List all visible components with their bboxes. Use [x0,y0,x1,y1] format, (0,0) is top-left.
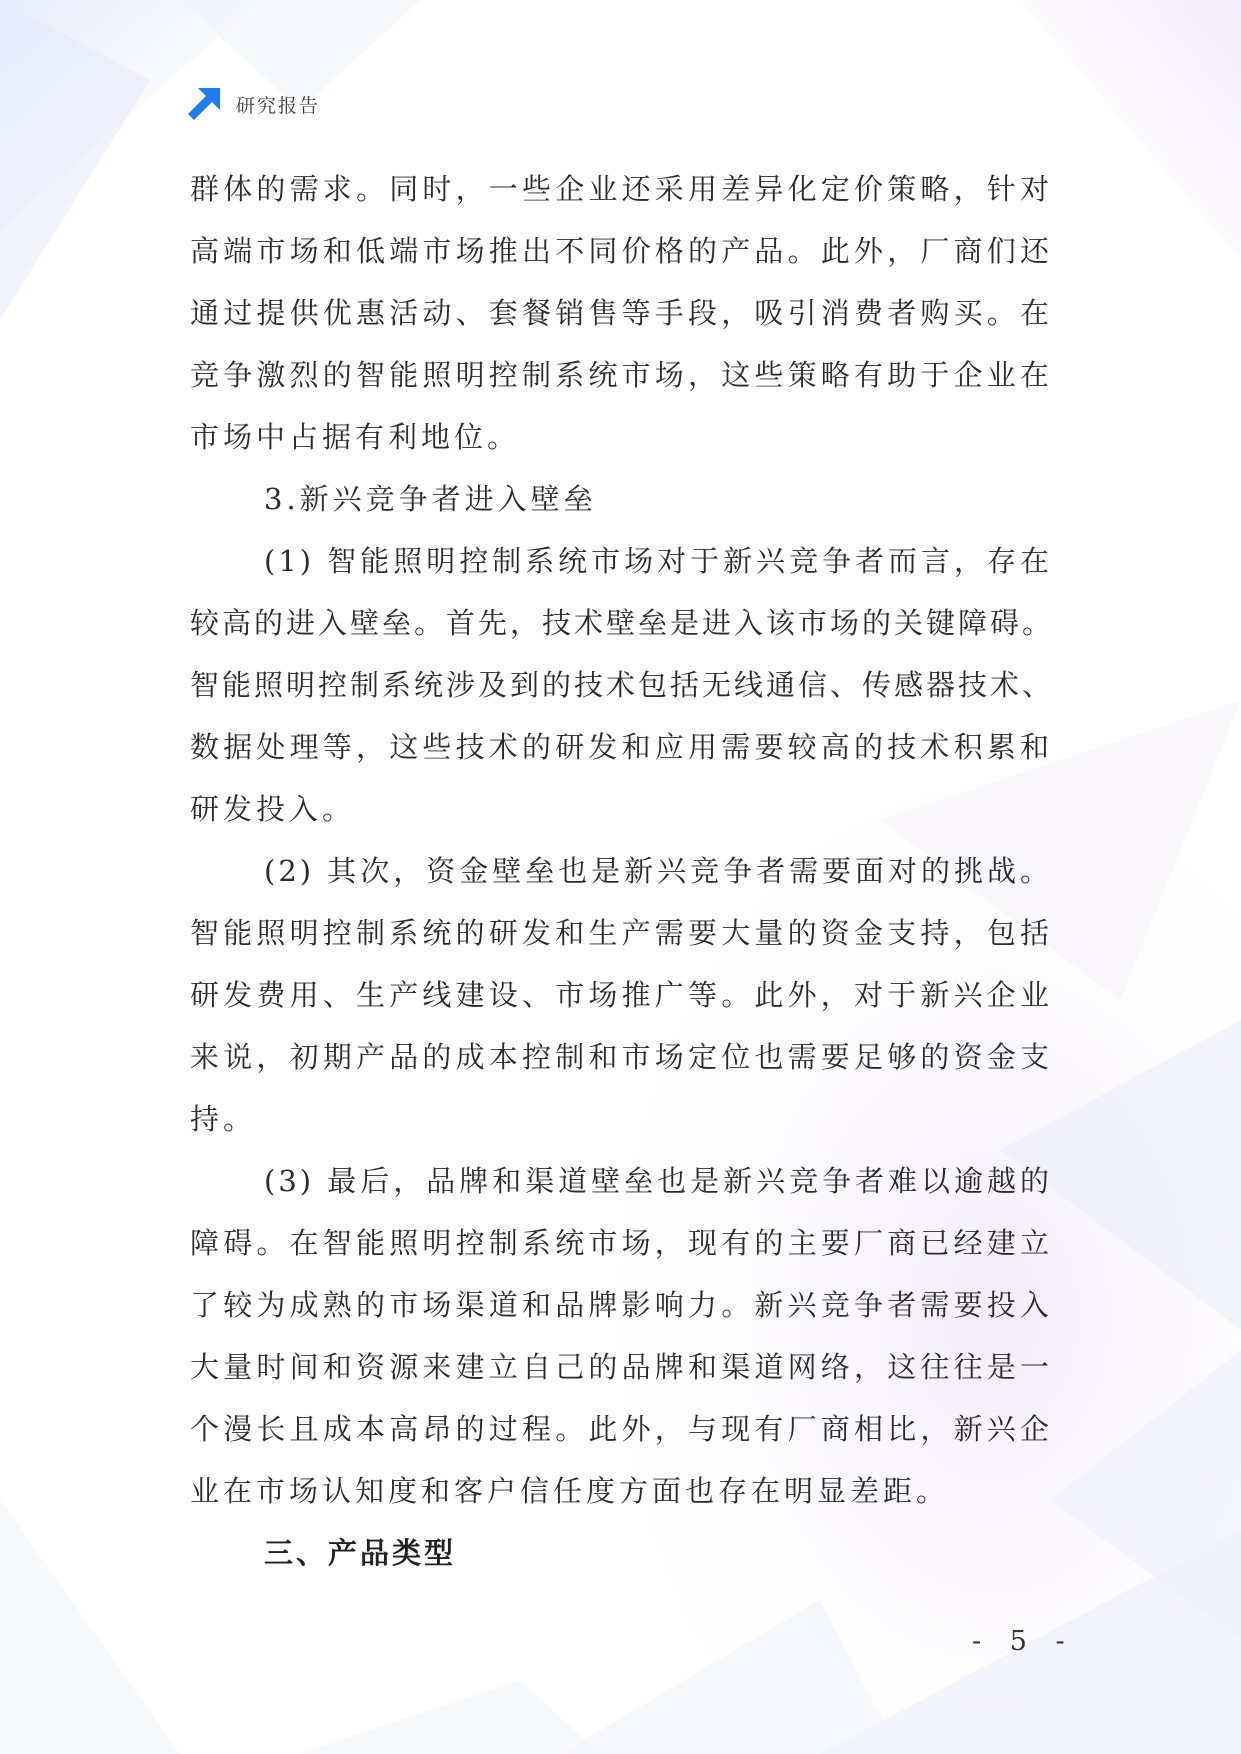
text-line: (2) 其次，资金壁垒也是新兴竞争者需要面对的挑战。 [264,854,1052,888]
header-title: 研究报告 [236,94,321,117]
text-line: 市场中占据有利地位。 [190,420,521,454]
text-line: 了较为成熟的市场渠道和品牌影响力。新兴竞争者需要投入 [190,1288,1052,1322]
section-heading: 三、产品类型 [264,1536,457,1570]
document-body [190,158,1055,1584]
text-line: 智能照明控制系统涉及到的技术包括无线通信、传感器技术、 [190,668,1055,702]
text-line: 通过提供优惠活动、套餐销售等手段，吸引消费者购买。在 [190,296,1052,330]
text-line: 高端市场和低端市场推出不同价格的产品。此外，厂商们还 [190,234,1052,268]
text-line: 群体的需求。同时，一些企业还采用差异化定价策略，针对 [190,172,1052,206]
text-line: 研发费用、生产线建设、市场推广等。此外，对于新兴企业 [190,978,1052,1012]
text-line: 业在市场认知度和客户信任度方面也存在明显差距。 [190,1474,950,1508]
arrow-up-right-icon [186,86,222,122]
text-line: 研发投入。 [190,792,356,826]
text-line: 持。 [190,1102,257,1136]
text-line: 大量时间和资源来建立自己的品牌和渠道网络，这往往是一 [190,1350,1052,1384]
text-line: 竞争激烈的智能照明控制系统市场，这些策略有助于企业在 [190,358,1052,392]
text-line: 障碍。在智能照明控制系统市场，现有的主要厂商已经建立 [190,1226,1052,1260]
text-line: (3) 最后，品牌和渠道壁垒也是新兴竞争者难以逾越的 [264,1164,1052,1198]
page-number: - 5 - [972,1626,1075,1657]
text-line: 个漫长且成本高昂的过程。此外，与现有厂商相比，新兴企 [190,1412,1052,1446]
text-line: (1) 智能照明控制系统市场对于新兴竞争者而言，存在 [264,544,1052,578]
report-header [186,86,320,122]
text-line: 来说，初期产品的成本控制和市场定位也需要足够的资金支 [190,1040,1052,1074]
text-line: 智能照明控制系统的研发和生产需要大量的资金支持，包括 [190,916,1052,950]
text-line: 数据处理等，这些技术的研发和应用需要较高的技术积累和 [190,730,1052,764]
text-line: 较高的进入壁垒。首先，技术壁垒是进入该市场的关键障碍。 [190,606,1055,640]
subheading: 3.新兴竞争者进入壁垒 [264,482,597,516]
